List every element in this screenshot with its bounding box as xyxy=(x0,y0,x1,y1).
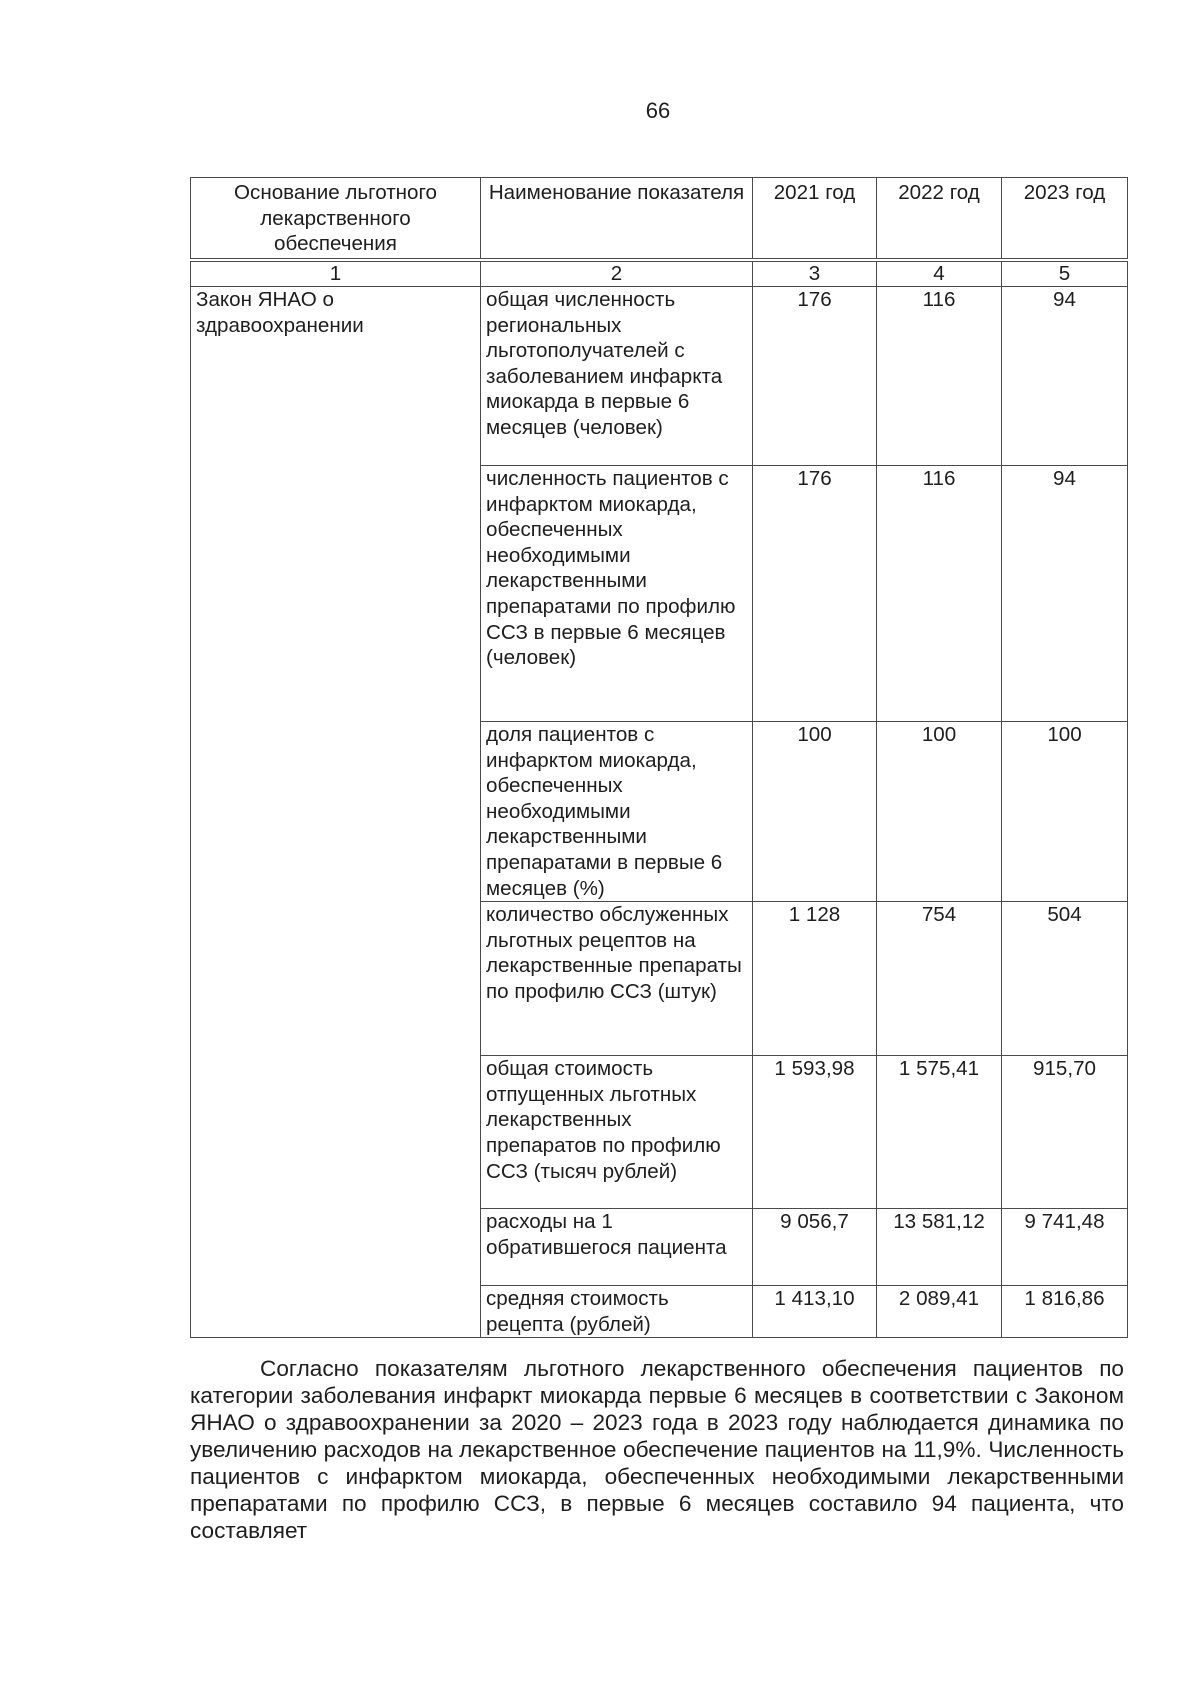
value-2021: 176 xyxy=(753,287,877,466)
value-2021: 1 593,98 xyxy=(753,1056,877,1209)
value-2023: 9 741,48 xyxy=(1002,1209,1128,1286)
column-number: 1 xyxy=(191,260,481,287)
column-number: 5 xyxy=(1002,260,1128,287)
value-2022: 13 581,12 xyxy=(877,1209,1002,1286)
value-2022: 754 xyxy=(877,902,1002,1056)
header-2021: 2021 год xyxy=(753,178,877,261)
value-2023: 1 816,86 xyxy=(1002,1286,1128,1338)
value-2022: 1 575,41 xyxy=(877,1056,1002,1209)
indicator-cell: общая стоимость отпущенных льготных лекарственных препаратов по профилю ССЗ (тысяч рублей) xyxy=(481,1056,753,1209)
value-2021: 1 128 xyxy=(753,902,877,1056)
value-2022: 2 089,41 xyxy=(877,1286,1002,1338)
header-indicator: Наименование показателя xyxy=(481,178,753,261)
value-2023: 94 xyxy=(1002,287,1128,466)
value-2022: 116 xyxy=(877,287,1002,466)
table-header-row xyxy=(191,178,1128,261)
body-paragraph: Согласно показателям льготного лекарственного обеспечения пациентов по категории заболевания инфаркт миокарда первые 6 месяцев в соответствии с Законом ЯНАО о здравоохранении за 2020 – 2023 года в 2023 году наблюдается динамика по увеличению расходов на лекарственное обеспечение пациентов на 11,9%. Численность пациентов с инфарктом миокарда, обеспеченных необходимыми лекарственными препаратами по профилю ССЗ, в первые 6 месяцев составило 94 пациента, что составляет xyxy=(190,1356,1124,1543)
header-2023: 2023 год xyxy=(1002,178,1128,261)
indicator-cell: средняя стоимость рецепта (рублей) xyxy=(481,1286,753,1338)
indicator-cell: доля пациентов с инфарктом миокарда, обеспеченных необходимыми лекарственными препаратами в первые 6 месяцев (%) xyxy=(481,722,753,902)
table-row xyxy=(191,287,1128,466)
indicator-cell: общая численность региональных льготополучателей с заболеванием инфаркта миокарда в первые 6 месяцев (человек) xyxy=(481,287,753,466)
column-number: 3 xyxy=(753,260,877,287)
value-2023: 504 xyxy=(1002,902,1128,1056)
column-number: 2 xyxy=(481,260,753,287)
page-number: 66 xyxy=(645,98,671,123)
indicator-cell: расходы на 1 обратившегося пациента xyxy=(481,1209,753,1286)
basis-cell: Закон ЯНАО о здравоохранении xyxy=(191,287,481,1338)
value-2023: 100 xyxy=(1002,722,1128,902)
value-2021: 9 056,7 xyxy=(753,1209,877,1286)
value-2021: 1 413,10 xyxy=(753,1286,877,1338)
value-2021: 100 xyxy=(753,722,877,902)
value-2023: 915,70 xyxy=(1002,1056,1128,1209)
header-2022: 2022 год xyxy=(877,178,1002,261)
column-number: 4 xyxy=(877,260,1002,287)
value-2023: 94 xyxy=(1002,466,1128,722)
indicator-cell: численность пациентов с инфарктом миокарда, обеспеченных необходимыми лекарственными препаратами по профилю ССЗ в первые 6 месяцев (человек) xyxy=(481,466,753,722)
header-basis: Основание льготного лекарственного обеспечения xyxy=(191,178,481,261)
value-2022: 116 xyxy=(877,466,1002,722)
indicator-cell: количество обслуженных льготных рецептов на лекарственные препараты по профилю ССЗ (штук) xyxy=(481,902,753,1056)
value-2021: 176 xyxy=(753,466,877,722)
benefit-drug-table xyxy=(190,177,1128,1338)
column-number-row xyxy=(191,260,1128,287)
value-2022: 100 xyxy=(877,722,1002,902)
